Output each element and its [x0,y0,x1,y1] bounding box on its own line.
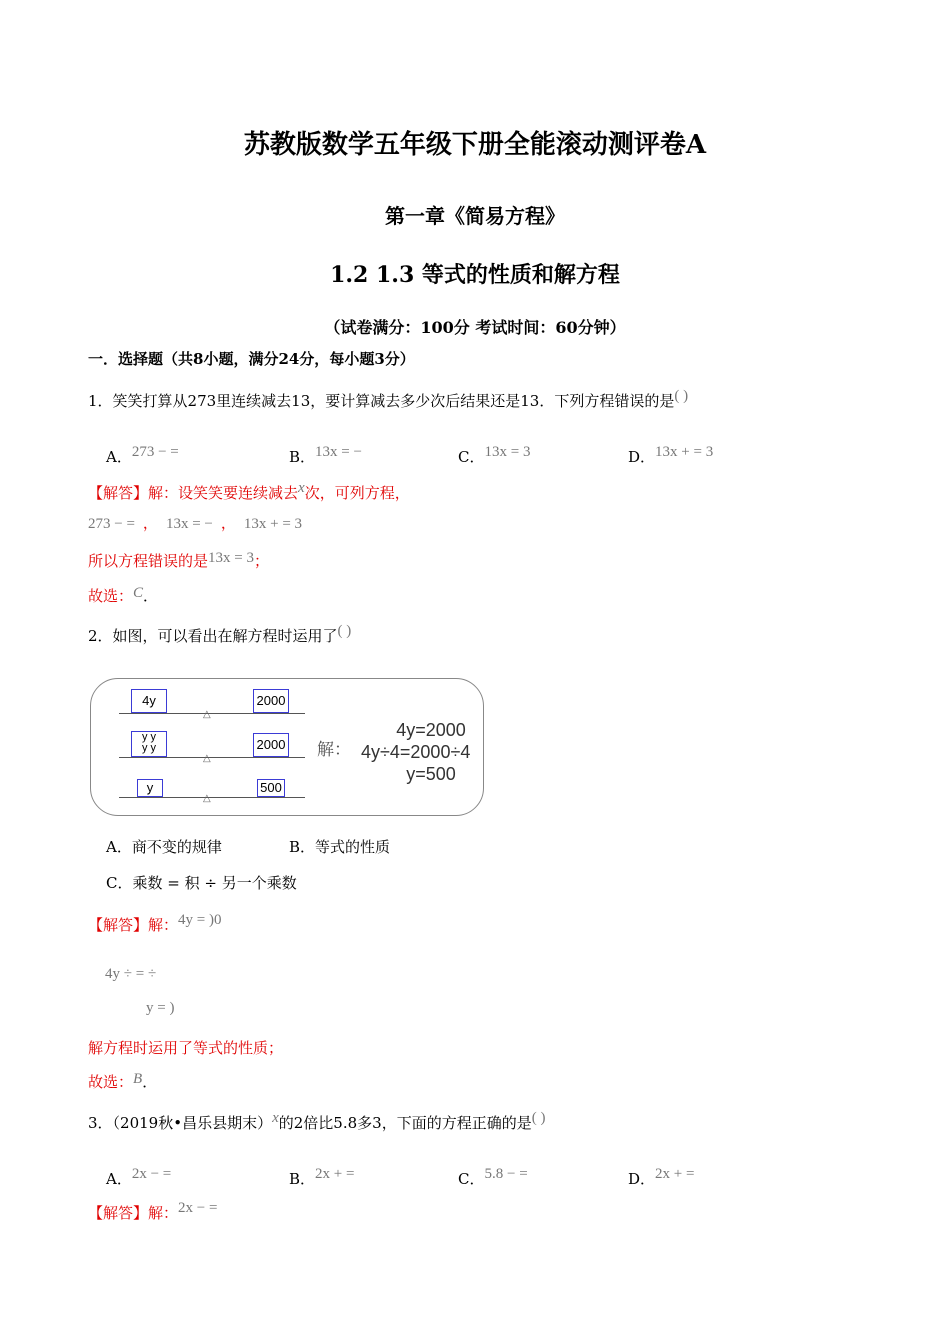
wrong-suffix: ； [253,552,269,570]
wrong-math: 13x = 3 [208,550,254,566]
scale-beam [119,797,305,798]
figure-right-box-2: 2000 [253,733,289,757]
q3-option-b [289,1166,354,1189]
eq-sep: ， [142,514,158,532]
q2-answer-line [88,912,222,935]
option-math: 273 − = [131,444,179,460]
q3-var: x [272,1110,279,1126]
answer-tag: 【解答】 [88,484,149,502]
fulcrum-icon: △ [203,753,211,764]
figure-left-box-1: 4y [131,689,167,713]
answer-intro: 解： [148,1204,179,1222]
figure-step-3: y=500 [406,764,456,784]
q3-option-d [628,1166,694,1189]
figure-solve-label: 解： [317,740,351,759]
choose-label: 故选： [88,1073,134,1091]
option-math: 2x + = [315,1166,355,1182]
exam-info: （试卷满分：100分 考试时间：60分钟） [324,318,626,337]
option-label: A． [106,1170,132,1188]
q1-stem [88,388,688,411]
q3-stem [88,1110,545,1133]
option-text: 商不变的规律 [131,838,222,856]
q3-option-a [106,1166,171,1189]
q2-option-a [106,836,222,857]
chapter-title: 第一章《简易方程》 [385,204,565,228]
option-label: B． [289,1170,316,1188]
fulcrum-icon: △ [203,709,211,720]
q1-option-c [458,444,530,467]
answer-intro2: 次，可列方程， [304,484,410,502]
choose-end: ． [143,587,159,605]
q2-choose-line [88,1071,157,1092]
choose-letter: C [133,585,144,601]
q2-option-c [106,872,297,893]
choose-letter: B [133,1071,143,1087]
balance-figure [90,678,484,816]
option-label: C． [458,1170,485,1188]
figure-left-box-2: y y y y [131,731,167,757]
equation: 273 − = [88,516,135,532]
q1-option-a [106,444,179,467]
wrong-prefix: 所以方程错误的是 [88,552,209,570]
option-label: B． [289,838,316,856]
choose-end: ． [142,1073,158,1091]
q3-answer-line [88,1200,217,1223]
q3-paren: ( ) [531,1110,546,1126]
option-label: D． [628,448,656,466]
scale-beam [119,713,305,714]
q1-stem-text: 1．笑笑打算从273里连续减去13，要计算减去多少次后结果还是13．下列方程错误的是 [88,392,675,410]
q1-option-d [628,444,713,467]
q1-paren: ( ) [674,388,689,404]
q2-step-3: y = ) [146,1000,175,1016]
document-title: 苏教版数学五年级下册全能滚动测评卷A [243,130,707,160]
answer-intro: 解： [148,916,179,934]
option-label: C． [106,874,133,892]
figure-left-box-3: y [137,779,163,797]
option-math: 2x + = [655,1166,695,1182]
answer-math: 2x − = [178,1200,218,1216]
option-math: 5.8 − = [484,1166,528,1182]
answer-step-1: 4y = )0 [178,912,222,928]
q2-paren: ( ) [337,623,352,639]
q3-stem-text2: 的2倍比5.8多3，下面的方程正确的是 [278,1114,532,1132]
part1-heading: 一．选择题（共8小题，满分24分，每小题3分） [88,350,415,368]
q2-stem-text: 2．如图，可以看出在解方程时运用了 [88,627,338,645]
answer-tag: 【解答】 [88,916,149,934]
figure-step-2: 4y÷4=2000÷4 [361,742,471,762]
q1-wrong-line [88,550,269,571]
option-text: 乘数 = 积 ÷ 另一个乘数 [132,874,297,892]
option-math: 2x − = [131,1166,172,1182]
eq-sep: ， [220,514,236,532]
q1-answer-line [88,480,410,503]
q2-option-b [289,836,390,857]
scale-beam [119,757,305,758]
q3-stem-text: 3．（2019秋•昌乐县期末） [88,1114,273,1132]
answer-intro: 解：设笑笑要连续减去 [148,484,299,502]
figure-right-box-1: 2000 [253,689,289,713]
fulcrum-icon: △ [203,793,211,804]
q1-option-b [289,444,362,467]
q1-equations [88,512,302,533]
option-label: C． [458,448,485,466]
option-math: 13x = 3 [484,444,531,460]
q2-step-2: 4y ÷ = ÷ [105,966,157,982]
answer-tag: 【解答】 [88,1204,149,1222]
option-math: 13x + = 3 [655,444,714,460]
equation: 13x + = 3 [243,516,303,532]
option-label: B． [289,448,316,466]
option-label: A． [106,448,132,466]
option-text: 等式的性质 [315,838,391,856]
q2-conclusion: 解方程时运用了等式的性质； [88,1039,284,1057]
option-label: D． [628,1170,656,1188]
q2-stem [88,623,351,646]
figure-step-1: 4y=2000 [396,720,466,740]
choose-label: 故选： [88,587,134,605]
section-title: 1.2 1.3 等式的性质和解方程 [330,262,620,288]
q3-option-c [458,1166,528,1189]
answer-var: x [298,480,305,496]
q1-choose-line [88,585,158,606]
option-label: A． [106,838,132,856]
option-math: 13x = − [315,444,362,460]
figure-right-box-3: 500 [257,779,285,797]
equation: 13x = − [165,516,213,532]
